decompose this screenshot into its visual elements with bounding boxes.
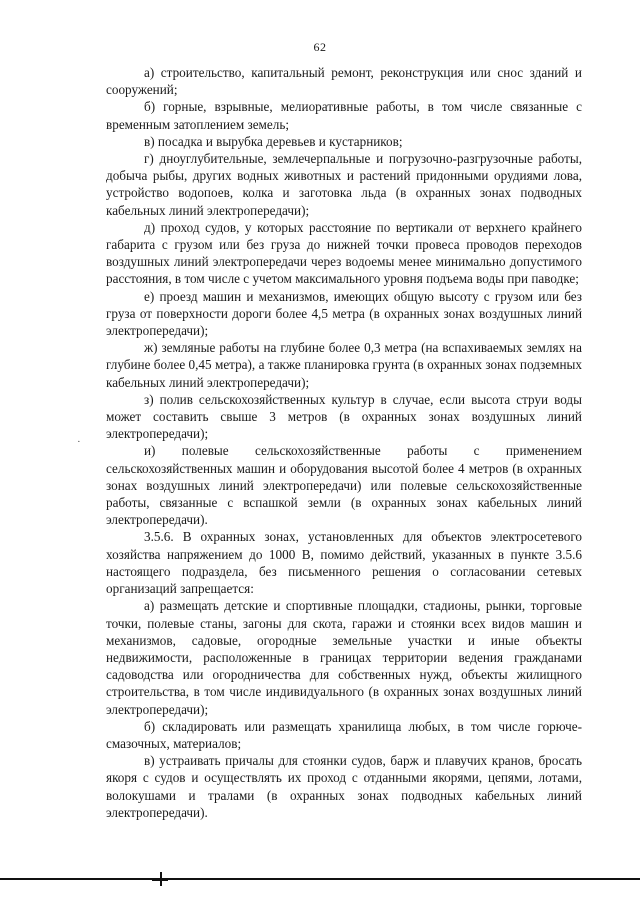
paragraph-b-earthworks: б) горные, взрывные, мелиоративные работы, в том числе связанные с временным затоплением земель;: [106, 99, 582, 132]
paragraph-zh-excavation: ж) земляные работы на глубине более 0,3 метра (на вспахиваемых землях на глубине более 0,45 метра), а также планировка грунта (в охранных зонах подземных кабельных линий электропередачи);: [106, 340, 582, 390]
bottom-rule: [0, 878, 640, 880]
paragraph-v-planting: в) посадка и вырубка деревьев и кустарников;: [144, 133, 403, 149]
section-3-5-6: 3.5.6. В охранных зонах, установленных для объектов электросетевого хозяйства напряжением до 1000 В, помимо действий, указанных в пункте 3.5.6 настоящего подраздела, без письменного решения о согласовании сетевых организаций запрещается:: [106, 529, 582, 597]
margin-mark: ·: [77, 436, 81, 448]
page-number: 62: [313, 40, 327, 54]
paragraph-e-vehicle-passage: е) проезд машин и механизмов, имеющих общую высоту с грузом или без груза от поверхности дороги более 4,5 метра (в охранных зонах воздушных линий электропередачи);: [106, 288, 582, 339]
paragraph-g-dredging: г) дноуглубительные, землечерпальные и погрузочно-разгрузочные работы, добыча рыбы, других водных животных и растений придонными орудиями лова, устройство водопоев, колка и заготовка льда (в охранных зонах подводных кабельных линий электропередачи);: [106, 151, 582, 218]
bottom-tick-base: [152, 878, 168, 881]
paragraph-d-ship-passage: д) проход судов, у которых расстояние по вертикали от верхнего крайнего габарита с грузом или без груза до нижней точки провеса проводов переходов воздушных линий электропередачи через водоемы менее минимально допустимого расстояния, в том числе с учетом максимального уровня подъема воды при паводке;: [106, 219, 582, 287]
paragraph-b-storage: б) складировать или размещать хранилища любых, в том числе горюче-смазочных, материалов;: [106, 718, 582, 751]
paragraph-i-field-works: и) полевые сельскохозяйственные работы с применением сельскохозяйственных машин и оборудования высотой более 4 метров (в охранных зонах воздушных линий электропередачи) или полевые сельскохозяйственные работы, связанные с вспашкой земли (в охранных зонах кабельных линий электропередачи).: [106, 443, 582, 528]
paragraph-z-irrigation: з) полив сельскохозяйственных культур в случае, если высота струи воды может составить свыше 3 метров (в охранных зонах воздушных линий электропередачи);: [106, 391, 582, 442]
paragraph-a-construction: а) строительство, капитальный ремонт, реконструкция или снос зданий и сооружений;: [106, 65, 582, 98]
document-body: [106, 64, 582, 821]
paragraph-a-placement: а) размещать детские и спортивные площадки, стадионы, рынки, торговые точки, полевые станы, загоны для скота, гаражи и стоянки всех видов машин и механизмов, садовые, огородные земельные участки и иные объекты недвижимости, расположенные в границах территории ведения гражданами садоводства или огородничества для собственных нужд, объекты жилищного строительства, в том числе индивидуального (в охранных зонах воздушных линий электропередачи);: [106, 598, 582, 717]
paragraph-v-moorings: в) устраивать причалы для стоянки судов, барж и плавучих кранов, бросать якоря с судов и осуществлять их проход с отданными якорями, цепями, лотами, волокушами и тралами (в охранных зонах подводных кабельных линий электропередачи).: [106, 753, 582, 820]
